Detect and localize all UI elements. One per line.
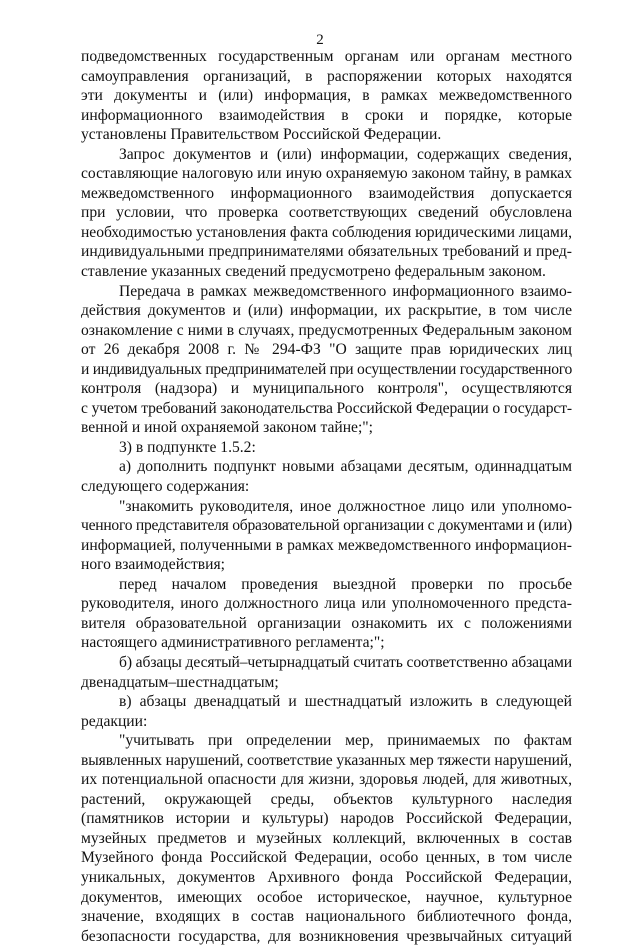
document-body xyxy=(81,47,572,946)
text-line: музейных предметов и музейных коллекций, включенных в состав xyxy=(81,829,572,847)
text-line: значение, входящих в состав национального библиотечного фонда, xyxy=(81,908,572,926)
text-line: настоящего административного регламента;"; xyxy=(81,634,385,652)
text-line: необходимостью установления факта соблюдения юридическими лицами, xyxy=(81,223,572,241)
text-line: безопасности государства, для возникновения чрезвычайных ситуаций xyxy=(81,927,572,945)
text-line: Музейного фонда Российской Федерации, особо ценных, в том числе xyxy=(81,849,572,867)
text-line: и индивидуальных предпринимателей при осуществлении государственного xyxy=(81,360,572,378)
text-line: эти документы и (или) информация, в рамках межведомственного xyxy=(81,87,572,105)
text-line: венной и иной охраняемой законом тайне;"; xyxy=(81,419,374,437)
text-line: их потенциальной опасности для жизни, здоровья людей, для животных, xyxy=(81,771,572,789)
text-line: подведомственных государственным органам или органам местного xyxy=(81,48,572,65)
text-line: следующего содержания: xyxy=(81,478,250,496)
text-line: растений, окружающей среды, объектов культурного наследия xyxy=(81,790,572,808)
text-line: перед началом проведения выездной проверки по просьбе xyxy=(119,575,572,593)
text-line: (памятников истории и культуры) народов Российской Федерации, xyxy=(81,810,572,828)
text-line: руководителя, иного должностного лица или уполномоченного предста- xyxy=(81,595,572,613)
text-line: с учетом требований законодательства Российской Федерации о государст- xyxy=(81,399,572,417)
text-line: "знакомить руководителя, иное должностное лицо или уполномо- xyxy=(119,497,572,515)
text-line: составляющие налоговую или иную охраняемую законом тайну, в рамках xyxy=(81,165,572,183)
text-line: установлены Правительством Российской Федерации. xyxy=(81,126,442,144)
text-line: ознакомление с ними в случаях, предусмотренных Федеральным законом xyxy=(81,321,572,339)
text-line: 3) в подпункте 1.5.2: xyxy=(119,438,256,456)
page-number: 2 xyxy=(316,32,324,48)
text-line: межведомственного информационного взаимодействия допускается xyxy=(81,184,572,202)
text-line: контроля (надзора) и муниципального контроля", осуществляются xyxy=(81,380,572,398)
text-line: документов, имеющих особое историческое, научное, культурное xyxy=(81,888,572,906)
text-line: ченного представителя образовательной организации с документами и (или) xyxy=(81,517,572,535)
text-line: "учитывать при определении мер, принимаемых по фактам xyxy=(119,732,572,750)
text-line: б) абзацы десятый–четырнадцатый считать соответственно абзацами xyxy=(119,653,572,671)
text-line: информацией, полученными в рамках межведомственного информацион- xyxy=(81,536,572,554)
text-line: вителя образовательной организации ознакомить их с положениями xyxy=(81,614,572,632)
text-line: двенадцатым–шестнадцатым; xyxy=(81,673,279,691)
text-line: редакции: xyxy=(81,712,148,730)
text-line: в) абзацы двенадцатый и шестнадцатый изложить в следующей xyxy=(119,693,572,711)
text-line: индивидуальными предпринимателями обязательных требований и пред- xyxy=(81,243,572,261)
text-line: а) дополнить подпункт новыми абзацами десятым, одиннадцатым xyxy=(119,458,572,476)
text-line: Передача в рамках межведомственного информационного взаимо- xyxy=(119,282,572,300)
text-line: ного взаимодействия; xyxy=(81,556,225,574)
text-line: выявленных нарушений, соответствие указанных мер тяжести нарушений, xyxy=(81,751,572,769)
text-line: информационного взаимодействия в сроки и порядке, которые xyxy=(81,106,572,124)
text-line: уникальных, документов Архивного фонда Российской Федерации, xyxy=(81,868,572,886)
text-line: действия документов и (или) информации, их раскрытие, в том числе xyxy=(81,302,572,320)
text-line: самоуправления организаций, в распоряжении которых находятся xyxy=(81,67,572,85)
text-line: ставление указанных сведений предусмотрено федеральным законом. xyxy=(81,263,546,281)
text-line: при условии, что проверка соответствующих сведений обусловлена xyxy=(81,204,572,222)
text-line: от 26 декабря 2008 г. № 294-ФЗ "О защите прав юридических лиц xyxy=(81,341,572,359)
text-line: Запрос документов и (или) информации, содержащих сведения, xyxy=(119,145,572,163)
